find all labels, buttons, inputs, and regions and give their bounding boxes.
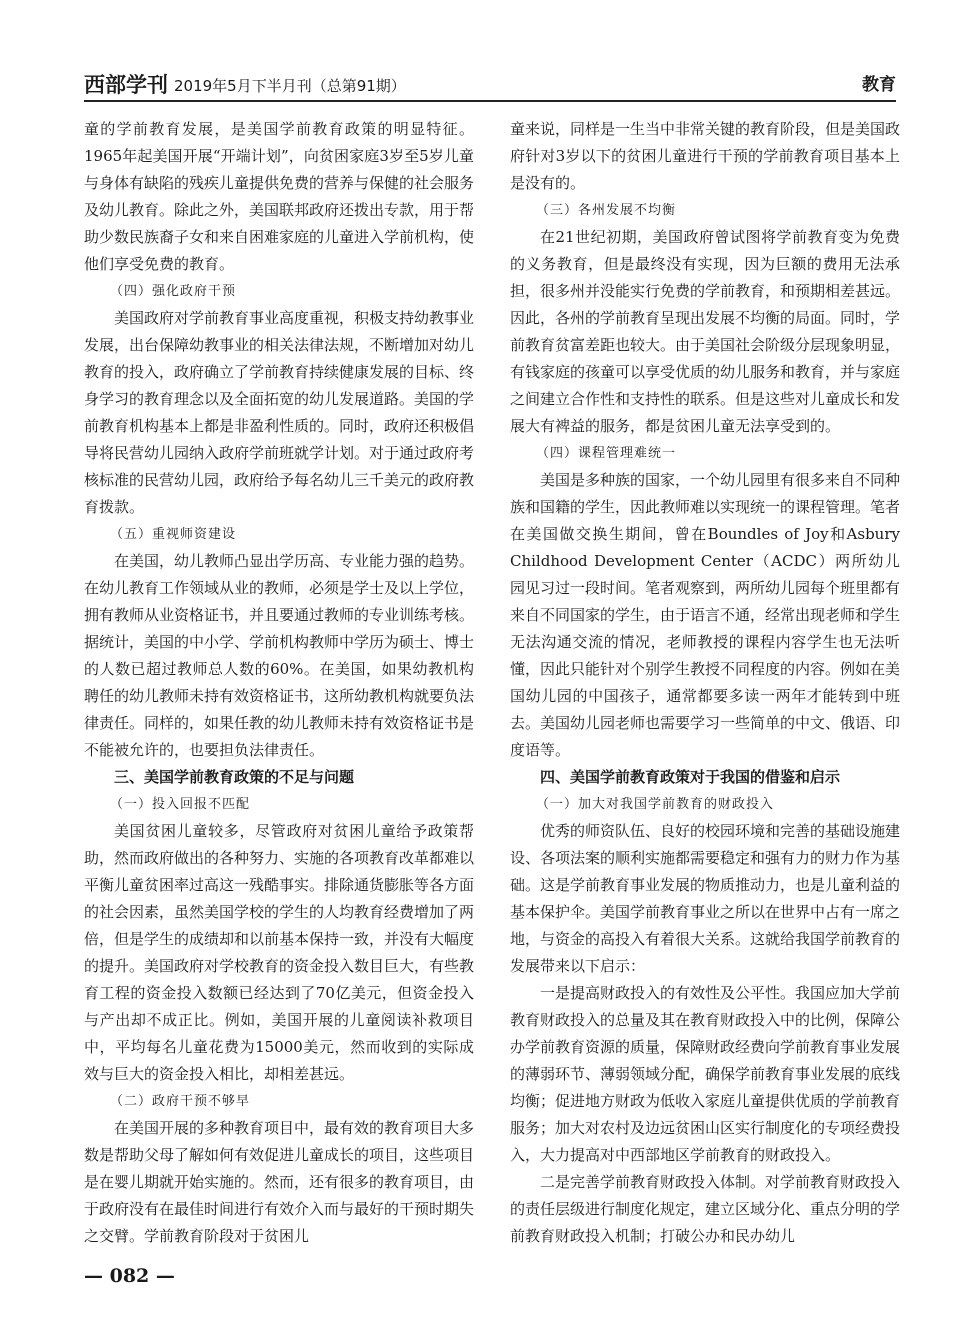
issue-info: 2019年5月下半月刊（总第91期） <box>174 77 406 95</box>
subsection-heading: （一）加大对我国学前教育的财政投入 <box>536 797 775 812</box>
paragraph: 童来说，同样是一生当中非常关键的教育阶段，但是美国政府针对3岁以下的贫困儿童进行干预的学前教育项目基本上是没有的。 <box>510 120 901 192</box>
subsection-heading: （五）重视师资建设 <box>110 527 237 542</box>
journal-logo: 西部学刊 <box>84 72 168 97</box>
paragraph: 在美国，幼儿教师凸显出学历高、专业能力强的趋势。在幼儿教育工作领域从业的教师，必须是学士及以上学位，拥有教师从业资格证书，并且要通过教师的专业训练考核。据统计，美国的中小学、学前机构教师中学历为硕士、博士的人数已超过教师总人数的60%。在美国，如果幼教机构聘任的幼儿教师未持有效资格证书，这所幼教机构就要负法律责任。同样的，如果任教的幼儿教师未持有效资格证书是不能被允许的，也要担负法律责任。 <box>84 552 475 759</box>
paragraph: 童的学前教育发展，是美国学前教育政策的明显特征。1965年起美国开展“开端计划”，向贫困家庭3岁至5岁儿童与身体有缺陷的残疾儿童提供免费的营养与保健的社会服务及幼儿教育。除此之外，美国联邦政府还拨出专款，用于帮助少数民族裔子女和来自困难家庭的儿童进入学前机构，使他们享受免费的教育。 <box>84 120 475 273</box>
section-label: 教育 <box>862 75 896 95</box>
section-heading: 三、美国学前教育政策的不足与问题 <box>114 768 355 786</box>
subsection-heading: （一）投入回报不匹配 <box>110 797 251 812</box>
left-column <box>84 116 474 1250</box>
paragraph: 优秀的师资队伍、良好的校园环境和完善的基础设施建设、各项法案的顺利实施都需要稳定和强有力的财力作为基础。这是学前教育事业发展的物质推动力，也是儿童利益的基本保护伞。美国学前教育事业之所以在世界中占有一席之地，与资金的高投入有着很大关系。这就给我国学前教育的发展带来以下启示： <box>510 822 901 975</box>
right-column <box>510 116 900 1250</box>
paragraph: 在美国开展的多种教育项目中，最有效的教育项目大多数是帮助父母了解如何有效促进儿童成长的项目，这些项目是在婴儿期就开始实施的。然而，还有很多的教育项目，由于政府没有在最佳时间进行有效介入而与最好的干预时期失之交臂。学前教育阶段对于贫困儿 <box>84 1119 475 1245</box>
subsection-heading: （三）各州发展不均衡 <box>536 203 677 218</box>
paragraph: 一是提高财政投入的有效性及公平性。我国应加大学前教育财政投入的总量及其在教育财政投入中的比例，保障公办学前教育资源的质量，保障财政经费向学前教育事业发展的薄弱环节、薄弱领域分配，确保学前教育事业发展的底线均衡；促进地方财政为低收入家庭儿童提供优质的学前教育服务；加大对农村及边远贫困山区实行制度化的专项经费投入，大力提高对中西部地区学前教育的财政投入。 <box>510 984 901 1164</box>
subsection-heading: （四）强化政府干预 <box>110 284 237 299</box>
subsection-heading: （四）课程管理难统一 <box>536 446 677 461</box>
subsection-heading: （二）政府干预不够早 <box>110 1094 251 1109</box>
paragraph: 美国政府对学前教育事业高度重视，积极支持幼教事业发展，出台保障幼教事业的相关法律法规，不断增加对幼儿教育的投入，政府确立了学前教育持续健康发展的目标、终身学习的教育理念以及全面拓宽的幼儿发展道路。美国的学前教育机构基本上都是非盈利性质的。同时，政府还积极倡导将民营幼儿园纳入政府学前班就学计划。对于通过政府考核标准的民营幼儿园，政府给予每名幼儿三千美元的政府教育拨款。 <box>84 309 475 516</box>
page-number: — 082 — <box>84 1265 175 1287</box>
paragraph: 美国是多种族的国家，一个幼儿园里有很多来自不同种族和国籍的学生，因此教师难以实现统一的课程管理。笔者在美国做交换生期间，曾在Boundles of Joy和Asbury Childhood Development Center（ACDC）两所幼儿园见习过一段时间。笔者观察到，两所幼儿园每个班里都有来自不同国家的学生，由于语言不通，经常出现老师和学生无法沟通交流的情况，老师教授的课程内容学生也无法听懂，因此只能针对个别学生教授不同程度的内容。例如在美国幼儿园的中国孩子，通常都要多读一两年才能转到中班去。美国幼儿园老师也需要学习一些简单的中文、俄语、印度语等。 <box>510 471 901 759</box>
paragraph: 二是完善学前教育财政投入体制。对学前教育财政投入的责任层级进行制度化规定，建立区域分化、重点分明的学前教育财政投入机制；打破公办和民办幼儿 <box>510 1173 901 1245</box>
paragraph: 在21世纪初期，美国政府曾试图将学前教育变为免费的义务教育，但是最终没有实现，因为巨额的费用无法承担，很多州并没能实行免费的学前教育，和预期相差甚远。因此，各州的学前教育呈现出发展不均衡的局面。同时，学前教育贫富差距也较大。由于美国社会阶级分层现象明显，有钱家庭的孩童可以享受优质的幼儿服务和教育，并与家庭之间建立合作性和支持性的联系。但是这些对儿童成长和发展大有裨益的服务，都是贫困儿童无法享受到的。 <box>510 228 901 435</box>
section-heading: 四、美国学前教育政策对于我国的借鉴和启示 <box>540 768 841 786</box>
paragraph: 美国贫困儿童较多，尽管政府对贫困儿童给予政策帮助，然而政府做出的各种努力、实施的各项教育改革都难以平衡儿童贫困率过高这一残酷事实。排除通货膨胀等各方面的社会因素，虽然美国学校的学生的人均教育经费增加了两倍，但是学生的成绩却和以前基本保持一致，并没有大幅度的提升。美国政府对学校教育的资金投入数目巨大，有些教育工程的资金投入数额已经达到了70亿美元，但资金投入与产出却不成正比。例如，美国开展的儿童阅读补救项目中，平均每名儿童花费为15000美元，然而收到的实际成效与巨大的资金投入相比，却相差甚远。 <box>84 822 475 1083</box>
page-header <box>84 72 896 102</box>
